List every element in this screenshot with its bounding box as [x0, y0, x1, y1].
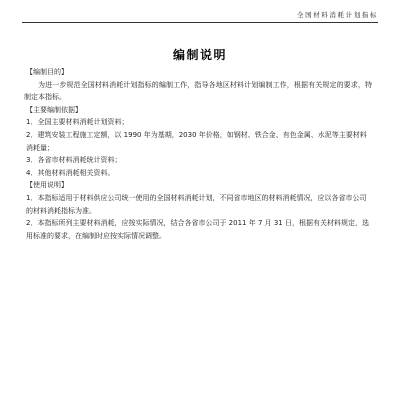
document-body [24, 66, 372, 242]
section-heading-purpose: 【编制目的】 [26, 68, 68, 76]
running-header: 全国材料消耗计划指标 [297, 11, 378, 19]
basis-item: 2．建筑安装工程施工定额，以 1990 年为基期，2030 年价格，如钢材、铁合金、有色金属、水泥等主要材料消耗量； [26, 130, 367, 152]
header-rule [22, 22, 378, 23]
basis-item: 3．各省市材料消耗统计资料； [26, 156, 122, 165]
section-heading-basis: 【主要编制依据】 [26, 105, 82, 114]
purpose-paragraph: 为进一步规范全国材料消耗计划指标的编制工作，指导各地区材料计划编制工作，根据有关规定的要求，特制定本指标。 [24, 80, 372, 102]
usage-item: 1．本指标适用于材料供应公司统一使用的全国材料消耗计划，不同省市地区的材料消耗情况，应以各省市公司的材料消耗指标为准。 [26, 193, 367, 215]
page-title: 编制说明 [172, 48, 227, 62]
usage-item: 2．本指标所列主要材料消耗，应按实际情况，结合各省市公司于 2011 年 7 月 31 日，根据有关材料规定，选用标准的要求，在编制时应按实际情况调整。 [26, 219, 369, 240]
section-heading-usage: 【使用说明】 [26, 181, 68, 190]
basis-item: 1．全国主要材料消耗计划资料； [26, 118, 129, 127]
basis-item: 4．其他材料消耗相关资料。 [26, 168, 115, 177]
